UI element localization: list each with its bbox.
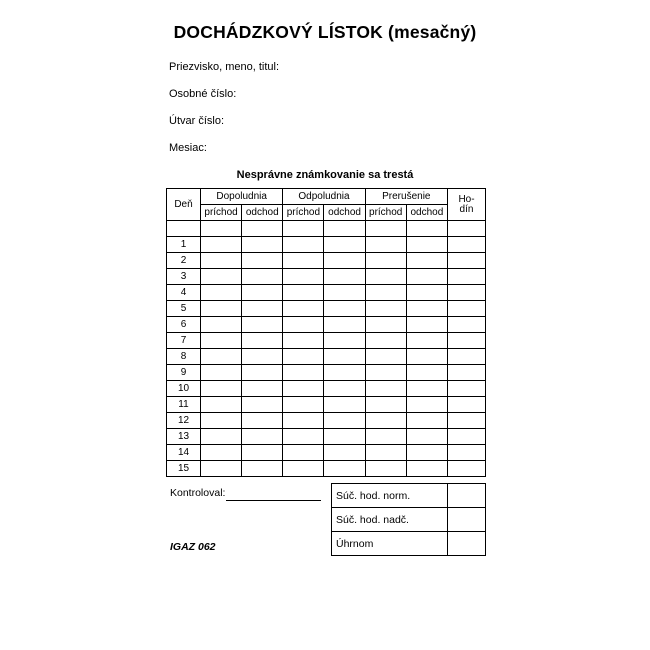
cell-hours[interactable] <box>448 253 486 269</box>
cell-break-in[interactable] <box>365 285 406 301</box>
table-row <box>167 253 486 269</box>
cell-morning-out[interactable] <box>242 317 283 333</box>
cell-morning-in[interactable] <box>201 333 242 349</box>
totals-label-normal: Súč. hod. norm. <box>332 484 448 508</box>
cell-afternoon-out[interactable] <box>324 429 365 445</box>
cell-morning-out[interactable] <box>242 461 283 477</box>
cell-afternoon-out[interactable] <box>324 317 365 333</box>
cell-morning-out[interactable] <box>242 429 283 445</box>
cell-break-in[interactable] <box>365 349 406 365</box>
table-header-sub-row <box>167 205 486 221</box>
cell-morning-out[interactable] <box>242 397 283 413</box>
totals-value-sum[interactable] <box>448 532 486 556</box>
cell-afternoon-in[interactable] <box>283 445 324 461</box>
day-number: 3 <box>167 269 201 285</box>
cell-hours[interactable] <box>448 429 486 445</box>
cell-break-out[interactable] <box>406 333 447 349</box>
cell-morning-out[interactable] <box>242 365 283 381</box>
table-row <box>167 381 486 397</box>
table-row <box>167 397 486 413</box>
cell-hours[interactable] <box>448 461 486 477</box>
cell-break-in[interactable] <box>365 253 406 269</box>
totals-table <box>331 483 486 556</box>
spacer-cell[interactable] <box>201 221 242 237</box>
cell-morning-in[interactable] <box>201 349 242 365</box>
cell-morning-in[interactable] <box>201 429 242 445</box>
cell-hours[interactable] <box>448 301 486 317</box>
table-row <box>167 317 486 333</box>
cell-morning-out[interactable] <box>242 413 283 429</box>
cell-morning-out[interactable] <box>242 333 283 349</box>
cell-morning-out[interactable] <box>242 237 283 253</box>
cell-break-out[interactable] <box>406 413 447 429</box>
cell-morning-out[interactable] <box>242 253 283 269</box>
totals-value-normal[interactable] <box>448 484 486 508</box>
cell-afternoon-in[interactable] <box>283 285 324 301</box>
day-number: 2 <box>167 253 201 269</box>
header-group-morning: Dopoludnia <box>201 189 283 205</box>
kontroloval-label: Kontroloval: <box>170 487 226 499</box>
cell-afternoon-out[interactable] <box>324 333 365 349</box>
cell-afternoon-in[interactable] <box>283 413 324 429</box>
cell-afternoon-in[interactable] <box>283 317 324 333</box>
cell-break-in[interactable] <box>365 333 406 349</box>
spacer-cell[interactable] <box>324 221 365 237</box>
table-row <box>167 269 486 285</box>
footer-area <box>166 483 486 569</box>
totals-row <box>332 532 486 556</box>
table-row <box>167 365 486 381</box>
cell-afternoon-out[interactable] <box>324 237 365 253</box>
page-title: DOCHÁDZKOVÝ LÍSTOK (mesačný) <box>173 22 477 42</box>
cell-break-out[interactable] <box>406 445 447 461</box>
cell-break-in[interactable] <box>365 429 406 445</box>
spacer-cell[interactable] <box>242 221 283 237</box>
field-personal-number: Osobné číslo: <box>169 88 237 100</box>
cell-afternoon-in[interactable] <box>283 397 324 413</box>
cell-hours[interactable] <box>448 413 486 429</box>
cell-afternoon-in[interactable] <box>283 461 324 477</box>
table-row <box>167 333 486 349</box>
cell-morning-in[interactable] <box>201 253 242 269</box>
cell-afternoon-out[interactable] <box>324 269 365 285</box>
form-code: IGAZ 062 <box>170 541 216 553</box>
cell-break-out[interactable] <box>406 349 447 365</box>
form-fields <box>160 61 490 155</box>
cell-afternoon-out[interactable] <box>324 301 365 317</box>
cell-break-in[interactable] <box>365 397 406 413</box>
cell-morning-in[interactable] <box>201 301 242 317</box>
table-row <box>167 285 486 301</box>
cell-hours[interactable] <box>448 269 486 285</box>
table-row <box>167 237 486 253</box>
cell-break-in[interactable] <box>365 461 406 477</box>
cell-morning-in[interactable] <box>201 285 242 301</box>
spacer-cell[interactable] <box>365 221 406 237</box>
header-sub-afternoon-in: príchod <box>283 205 324 221</box>
spacer-day-cell <box>167 221 201 237</box>
totals-row <box>332 484 486 508</box>
cell-break-out[interactable] <box>406 397 447 413</box>
cell-break-in[interactable] <box>365 237 406 253</box>
cell-break-out[interactable] <box>406 269 447 285</box>
cell-break-out[interactable] <box>406 285 447 301</box>
cell-afternoon-out[interactable] <box>324 285 365 301</box>
day-number: 13 <box>167 429 201 445</box>
cell-afternoon-in[interactable] <box>283 429 324 445</box>
cell-morning-out[interactable] <box>242 301 283 317</box>
table-row <box>167 301 486 317</box>
cell-hours[interactable] <box>448 349 486 365</box>
cell-hours[interactable] <box>448 397 486 413</box>
totals-label-overtime: Súč. hod. nadč. <box>332 508 448 532</box>
spacer-cell[interactable] <box>406 221 447 237</box>
cell-break-out[interactable] <box>406 317 447 333</box>
header-sub-morning-in: príchod <box>201 205 242 221</box>
day-number: 6 <box>167 317 201 333</box>
spacer-cell[interactable] <box>283 221 324 237</box>
totals-label-sum: Úhrnom <box>332 532 448 556</box>
field-department-number: Útvar číslo: <box>169 115 225 127</box>
table-row <box>167 461 486 477</box>
header-sub-break-out: odchod <box>406 205 447 221</box>
cell-morning-out[interactable] <box>242 349 283 365</box>
cell-break-out[interactable] <box>406 461 447 477</box>
kontroloval-signature-line[interactable] <box>226 500 321 501</box>
cell-break-in[interactable] <box>365 365 406 381</box>
cell-morning-in[interactable] <box>201 397 242 413</box>
cell-afternoon-in[interactable] <box>283 381 324 397</box>
spacer-cell[interactable] <box>448 221 486 237</box>
cell-break-in[interactable] <box>365 301 406 317</box>
cell-morning-in[interactable] <box>201 445 242 461</box>
cell-afternoon-in[interactable] <box>283 237 324 253</box>
cell-morning-in[interactable] <box>201 381 242 397</box>
cell-hours[interactable] <box>448 317 486 333</box>
cell-break-in[interactable] <box>365 445 406 461</box>
field-month: Mesiac: <box>169 142 207 154</box>
totals-value-overtime[interactable] <box>448 508 486 532</box>
cell-hours[interactable] <box>448 445 486 461</box>
attendance-sheet <box>160 10 490 640</box>
day-number: 10 <box>167 381 201 397</box>
cell-morning-in[interactable] <box>201 269 242 285</box>
table-header-group-row <box>167 189 486 205</box>
table-row <box>167 429 486 445</box>
cell-afternoon-out[interactable] <box>324 253 365 269</box>
cell-break-in[interactable] <box>365 269 406 285</box>
cell-morning-in[interactable] <box>201 413 242 429</box>
day-number: 12 <box>167 413 201 429</box>
day-number: 1 <box>167 237 201 253</box>
cell-afternoon-in[interactable] <box>283 253 324 269</box>
table-row-spacer <box>167 221 486 237</box>
day-number: 9 <box>167 365 201 381</box>
cell-hours[interactable] <box>448 237 486 253</box>
day-number: 7 <box>167 333 201 349</box>
cell-morning-out[interactable] <box>242 445 283 461</box>
header-sub-morning-out: odchod <box>242 205 283 221</box>
field-name: Priezvisko, meno, titul: <box>169 61 280 73</box>
day-number: 4 <box>167 285 201 301</box>
cell-afternoon-out[interactable] <box>324 365 365 381</box>
cell-break-in[interactable] <box>365 381 406 397</box>
cell-break-out[interactable] <box>406 365 447 381</box>
cell-hours[interactable] <box>448 285 486 301</box>
header-day: Deň <box>167 189 201 221</box>
cell-hours[interactable] <box>448 381 486 397</box>
cell-break-out[interactable] <box>406 237 447 253</box>
totals-row <box>332 508 486 532</box>
cell-hours[interactable] <box>448 365 486 381</box>
header-sub-afternoon-out: odchod <box>324 205 365 221</box>
cell-afternoon-out[interactable] <box>324 413 365 429</box>
day-number: 5 <box>167 301 201 317</box>
day-number: 8 <box>167 349 201 365</box>
cell-afternoon-out[interactable] <box>324 381 365 397</box>
cell-morning-out[interactable] <box>242 285 283 301</box>
cell-afternoon-out[interactable] <box>324 349 365 365</box>
cell-afternoon-in[interactable] <box>283 333 324 349</box>
cell-afternoon-out[interactable] <box>324 445 365 461</box>
header-hours-line1: Ho- <box>458 193 475 205</box>
warning-text: Nesprávne známkovanie sa trestá <box>236 169 414 181</box>
cell-break-out[interactable] <box>406 301 447 317</box>
day-number: 15 <box>167 461 201 477</box>
cell-break-in[interactable] <box>365 317 406 333</box>
header-group-afternoon: Odpoludnia <box>283 189 365 205</box>
cell-break-out[interactable] <box>406 429 447 445</box>
cell-afternoon-out[interactable] <box>324 397 365 413</box>
table-row <box>167 349 486 365</box>
cell-break-out[interactable] <box>406 381 447 397</box>
cell-afternoon-in[interactable] <box>283 301 324 317</box>
cell-break-in[interactable] <box>365 413 406 429</box>
cell-morning-in[interactable] <box>201 461 242 477</box>
header-hours-line2: dín <box>459 203 474 215</box>
day-number: 11 <box>167 397 201 413</box>
cell-afternoon-out[interactable] <box>324 461 365 477</box>
header-sub-break-in: príchod <box>365 205 406 221</box>
cell-afternoon-in[interactable] <box>283 349 324 365</box>
cell-afternoon-in[interactable] <box>283 269 324 285</box>
cell-morning-out[interactable] <box>242 381 283 397</box>
header-group-break: Prerušenie <box>365 189 447 205</box>
table-row <box>167 445 486 461</box>
cell-morning-in[interactable] <box>201 317 242 333</box>
table-row <box>167 413 486 429</box>
cell-hours[interactable] <box>448 333 486 349</box>
cell-morning-in[interactable] <box>201 365 242 381</box>
cell-morning-in[interactable] <box>201 237 242 253</box>
cell-afternoon-in[interactable] <box>283 365 324 381</box>
header-hours <box>448 189 486 221</box>
cell-morning-out[interactable] <box>242 269 283 285</box>
attendance-table <box>166 188 486 477</box>
day-number: 14 <box>167 445 201 461</box>
cell-break-out[interactable] <box>406 253 447 269</box>
